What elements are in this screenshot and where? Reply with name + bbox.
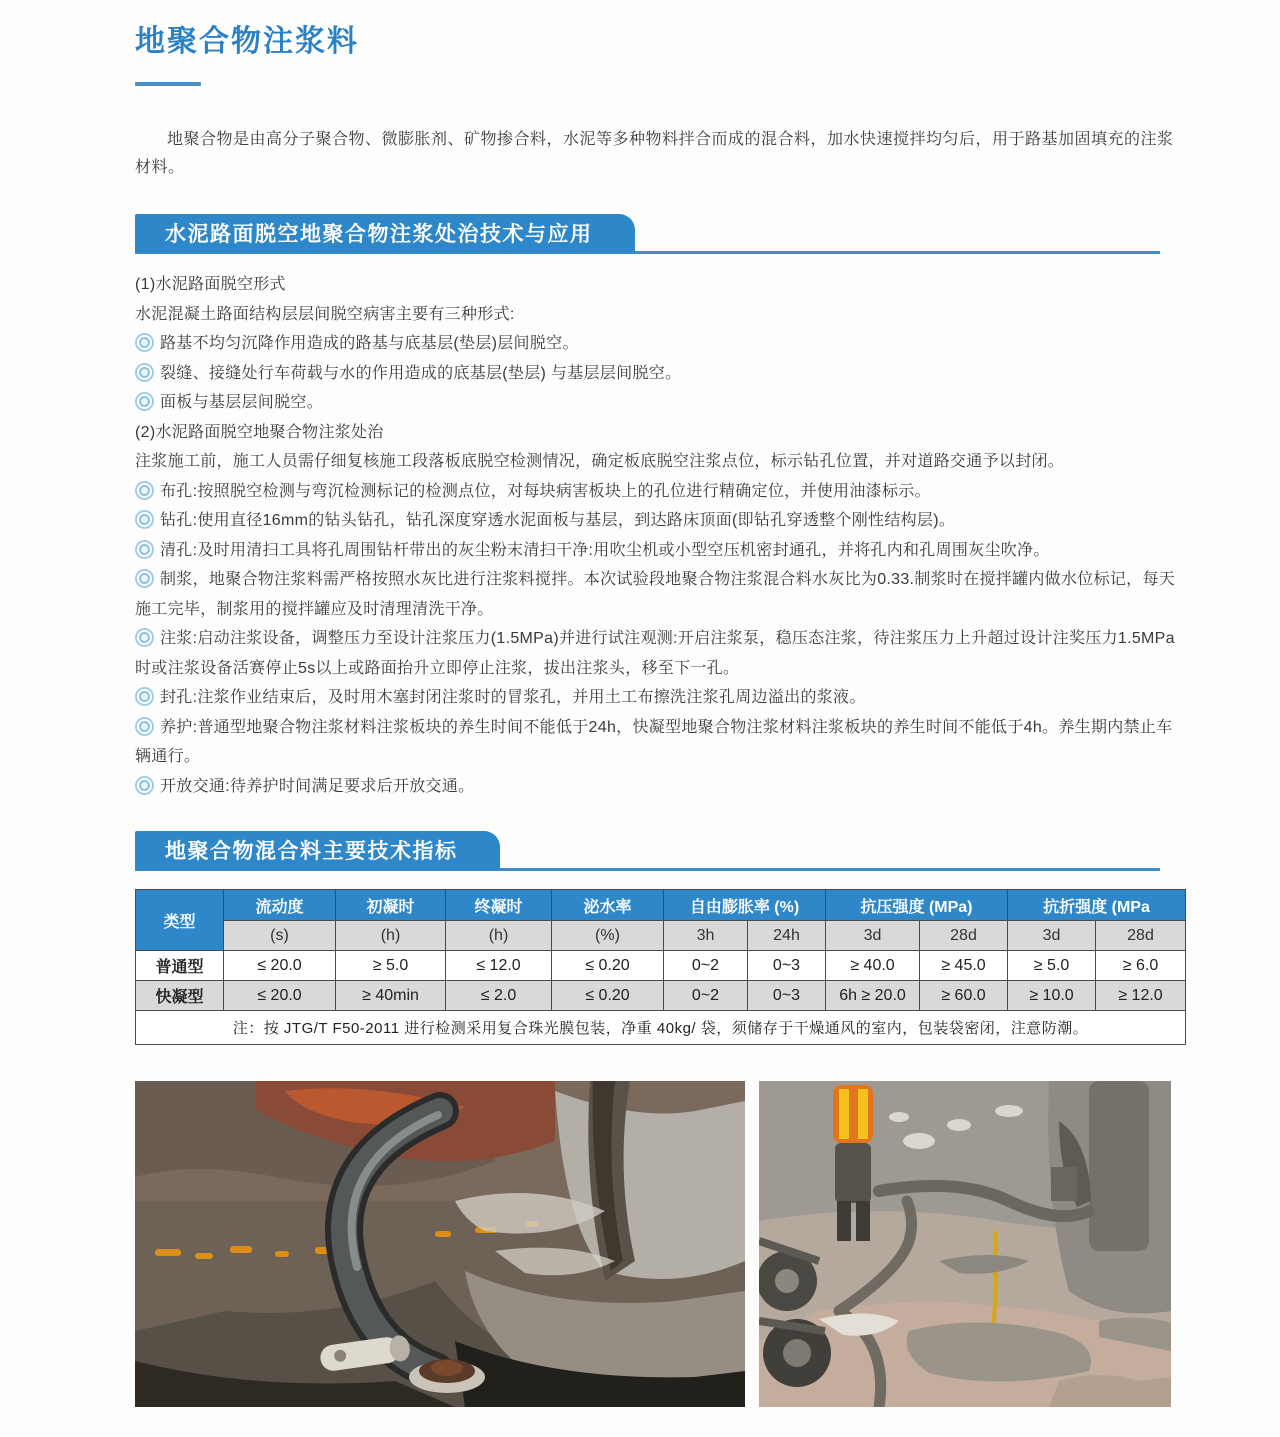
section2-banner-wrap [135,831,1180,871]
body-line-text: 清孔:及时用清扫工具将孔周围钻杆带出的灰尘粉末清扫干净:用吹尘机或小型空压机密封通孔，并将孔内和孔周围灰尘吹净。 [160,541,1050,559]
body-line [135,713,1180,772]
cell: 0~2 [664,951,748,981]
body-line [135,506,1180,536]
row-type: 普通型 [136,951,224,981]
ring-bullet-icon [137,571,152,586]
cell: ≥ 60.0 [920,981,1008,1011]
body-line-text: 裂缝、接缝处行车荷载与水的作用造成的底基层(垫层) 与基层层间脱空。 [160,364,682,382]
body-line [135,536,1180,566]
body-line-text: 路基不均匀沉降作用造成的路基与底基层(垫层)层间脱空。 [160,335,579,352]
ring-bullet-icon [137,778,152,793]
spec-table [135,889,1186,1045]
cell: ≥ 6.0 [1096,951,1186,981]
header-col: 泌水率 [552,890,664,921]
header-col: 初凝时 [336,890,446,921]
cell: ≥ 5.0 [1008,951,1096,981]
cell: 0~3 [748,951,826,981]
header-sub: 3d [1008,921,1096,951]
footer-space [135,1407,1180,1437]
ring-bullet-icon [137,542,152,557]
body-line [135,477,1180,507]
cell: ≤ 20.0 [224,951,336,981]
header-sub: 28d [1096,921,1186,951]
cell: ≥ 40min [336,981,446,1011]
body-line-text: 制浆，地聚合物注浆料需严格按照水灰比进行注浆料搅拌。本次试验段地聚合物注浆混合料水灰比为0.33.制浆时在搅拌罐内做水位标记，每天施工完毕，制浆用的搅拌罐应及时清理清洗干净。 [135,571,1176,618]
header-group: 抗折强度 (MPa [1008,890,1186,921]
header-unit: (s) [224,921,336,951]
ring-bullet-icon [137,689,152,704]
body-line-text: (1)水泥路面脱空形式 [135,276,286,293]
photo-grouting-worksite [759,1081,1171,1407]
table-note: 注：按 JTG/T F50-2011 进行检测采用复合珠光膜包装，净重 40kg/ 袋，须储存于干燥通风的室内，包装袋密闭，注意防潮。 [136,1011,1186,1045]
body-line-text: 封孔:注浆作业结束后，及时用木塞封闭注浆时的冒浆孔，并用土工布擦洗注浆孔周边溢出的浆液。 [160,689,866,706]
body-line-text: 注浆:启动注浆设备，调整压力至设计注浆压力(1.5MPa)并进行试注观测:开启注浆泵，稳压态注浆，待注浆压力上升超过设计注奖压力1.5MPa时或注浆设备活赛停止5s以上或路面抬升立即停止注浆，拔出注浆头，移至下一孔。 [135,630,1175,677]
ring-bullet-icon [137,483,152,498]
body-line [135,359,1180,389]
cell: ≥ 45.0 [920,951,1008,981]
section1-banner-title: 水泥路面脱空地聚合物注浆处治技术与应用 [165,223,593,246]
body-line [135,772,1180,802]
ring-bullet-icon [137,512,152,527]
intro-paragraph: 地聚合物是由高分子聚合物、微膨胀剂、矿物掺合料，水泥等多种物料拌合而成的混合料，加水快速搅拌均匀后，用于路基加固填充的注浆材料。 [135,131,1174,176]
section1-body [135,270,1180,801]
body-line-text: 面板与基层层间脱空。 [160,394,324,411]
table-note-row [136,1011,1186,1045]
body-line [135,565,1180,624]
section2-banner-title: 地聚合物混合料主要技术指标 [165,840,458,863]
ring-bullet-icon [137,630,152,645]
ring-bullet-icon [137,335,152,350]
header-col: 终凝时 [446,890,552,921]
table-row [136,981,1186,1011]
body-line-text: 开放交通:待养护时间满足要求后开放交通。 [160,777,475,795]
header-group: 自由膨胀率 (%) [664,890,826,921]
photo-strip [135,1081,1180,1407]
row-type: 快凝型 [136,981,224,1011]
page-title: 地聚合物注浆料 [135,25,359,58]
cell: ≥ 12.0 [1096,981,1186,1011]
cell: 6h ≥ 20.0 [826,981,920,1011]
body-line [135,418,1180,448]
cell: ≤ 20.0 [224,981,336,1011]
body-line [135,329,1180,359]
photo-grouting-hose-closeup [135,1081,745,1407]
body-line-text: (2)水泥路面脱空地聚合物注浆处治 [135,423,384,441]
ring-bullet-icon [137,719,152,734]
header-sub: 3d [826,921,920,951]
header-unit: (h) [446,921,552,951]
title-underline [135,82,201,86]
body-line [135,683,1180,713]
header-sub: 28d [920,921,1008,951]
header-sub: 24h [748,921,826,951]
cell: 0~2 [664,981,748,1011]
table-header-row-2 [136,921,1186,951]
section2-banner [135,831,500,869]
body-line [135,300,1180,330]
cell: ≤ 12.0 [446,951,552,981]
body-line [135,447,1180,477]
header-unit: (%) [552,921,664,951]
table-row [136,951,1186,981]
body-line-text: 布孔:按照脱空检测与弯沉检测标记的检测点位，对每块病害板块上的孔位进行精确定位，并使用油漆标示。 [160,482,931,500]
cell: 0~3 [748,981,826,1011]
cell: ≤ 0.20 [552,951,664,981]
body-line-text: 养护:普通型地聚合物注浆材料注浆板块的养生时间不能低于24h，快凝型地聚合物注浆材料注浆板块的养生时间不能低于4h。养生期内禁止车辆通行。 [135,718,1173,765]
cell: ≥ 10.0 [1008,981,1096,1011]
body-line [135,388,1180,418]
cell: ≥ 5.0 [336,951,446,981]
section1-banner [135,214,635,252]
header-group: 抗压强度 (MPa) [826,890,1008,921]
body-line-text: 钻孔:使用直径16mm的钻头钻孔，钻孔深度穿透水泥面板与基层，到达路床顶面(即钻孔穿透整个刚性结构层)。 [160,512,956,529]
section1-banner-wrap [135,214,1180,254]
header-type: 类型 [136,890,224,951]
header-sub: 3h [664,921,748,951]
body-line [135,624,1180,683]
table-header-row-1 [136,890,1186,921]
body-line-text: 水泥混凝土路面结构层层间脱空病害主要有三种形式: [135,305,515,323]
ring-bullet-icon [137,394,152,409]
header-unit: (h) [336,921,446,951]
cell: ≤ 2.0 [446,981,552,1011]
ring-bullet-icon [137,365,152,380]
body-line [135,270,1180,300]
header-col: 流动度 [224,890,336,921]
cell: ≥ 40.0 [826,951,920,981]
body-line-text: 注浆施工前，施工人员需仔细复核施工段落板底脱空检测情况，确定板底脱空注浆点位，标示钻孔位置，并对道路交通予以封闭。 [135,453,1065,470]
cell: ≤ 0.20 [552,981,664,1011]
